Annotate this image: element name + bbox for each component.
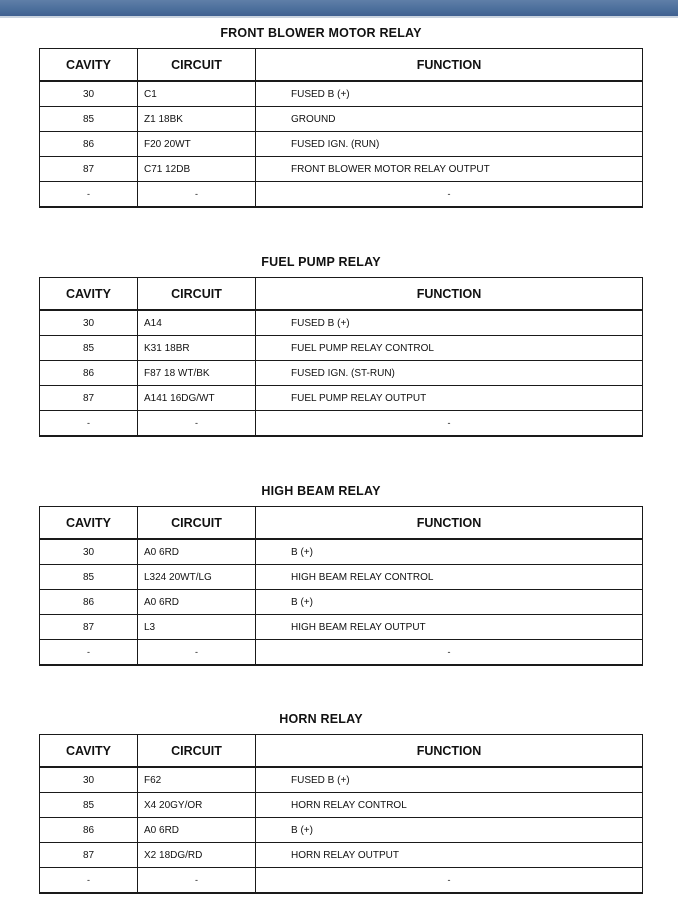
table-row [40, 539, 643, 565]
table-row [40, 565, 643, 590]
cavity-cell: 87 [40, 386, 138, 411]
function-cell: FUSED B (+) [256, 81, 643, 107]
cavity-cell: - [40, 640, 138, 666]
function-cell: - [256, 182, 643, 208]
cavity-cell: 86 [40, 361, 138, 386]
table-row-empty [40, 182, 643, 208]
function-cell: B (+) [256, 590, 643, 615]
cavity-cell: 85 [40, 107, 138, 132]
relay-table [39, 277, 643, 437]
cavity-cell: 30 [40, 310, 138, 336]
table-row [40, 157, 643, 182]
circuit-cell: C1 [138, 81, 256, 107]
function-cell: FUEL PUMP RELAY CONTROL [256, 336, 643, 361]
table-row-empty [40, 868, 643, 894]
header-row [40, 507, 643, 540]
circuit-cell: C71 12DB [138, 157, 256, 182]
cavity-header: CAVITY [40, 49, 138, 82]
function-cell: HORN RELAY OUTPUT [256, 843, 643, 868]
table-row [40, 767, 643, 793]
circuit-cell: A141 16DG/WT [138, 386, 256, 411]
table-row-empty [40, 640, 643, 666]
cavity-cell: 30 [40, 767, 138, 793]
circuit-cell: A0 6RD [138, 590, 256, 615]
relay-table [39, 506, 643, 666]
cavity-cell: 85 [40, 336, 138, 361]
table-row [40, 107, 643, 132]
cavity-cell: 86 [40, 818, 138, 843]
circuit-cell: F87 18 WT/BK [138, 361, 256, 386]
circuit-cell: K31 18BR [138, 336, 256, 361]
function-cell: B (+) [256, 818, 643, 843]
table-row [40, 793, 643, 818]
circuit-cell: A0 6RD [138, 818, 256, 843]
table-row [40, 818, 643, 843]
header-row [40, 49, 643, 82]
function-cell: B (+) [256, 539, 643, 565]
table-row [40, 590, 643, 615]
cavity-cell: 87 [40, 157, 138, 182]
circuit-cell: Z1 18BK [138, 107, 256, 132]
relay-table [39, 48, 643, 208]
table-row [40, 361, 643, 386]
cavity-cell: 85 [40, 565, 138, 590]
cavity-header: CAVITY [40, 278, 138, 311]
table-row [40, 843, 643, 868]
section-title: HIGH BEAM RELAY [261, 484, 381, 498]
cavity-cell: 30 [40, 539, 138, 565]
table-row [40, 336, 643, 361]
relay-table [39, 734, 643, 894]
function-header: FUNCTION [256, 278, 643, 311]
cavity-cell: - [40, 868, 138, 894]
function-header: FUNCTION [256, 735, 643, 768]
function-cell: HIGH BEAM RELAY CONTROL [256, 565, 643, 590]
circuit-cell: F62 [138, 767, 256, 793]
cavity-header: CAVITY [40, 735, 138, 768]
table-row [40, 386, 643, 411]
circuit-header: CIRCUIT [138, 507, 256, 540]
table-row [40, 615, 643, 640]
cavity-cell: 85 [40, 793, 138, 818]
function-cell: FUSED B (+) [256, 310, 643, 336]
circuit-cell: X2 18DG/RD [138, 843, 256, 868]
cavity-header: CAVITY [40, 507, 138, 540]
section-title: FUEL PUMP RELAY [261, 255, 381, 269]
header-row [40, 735, 643, 768]
circuit-cell: - [138, 640, 256, 666]
table-row [40, 132, 643, 157]
function-cell: FUSED IGN. (ST-RUN) [256, 361, 643, 386]
circuit-cell: - [138, 182, 256, 208]
table-row [40, 310, 643, 336]
cavity-cell: - [40, 411, 138, 437]
cavity-cell: 86 [40, 132, 138, 157]
top-banner-bar [0, 0, 678, 18]
section-title: FRONT BLOWER MOTOR RELAY [220, 26, 422, 40]
function-header: FUNCTION [256, 49, 643, 82]
function-cell: FUSED B (+) [256, 767, 643, 793]
function-cell: HORN RELAY CONTROL [256, 793, 643, 818]
circuit-cell: L324 20WT/LG [138, 565, 256, 590]
circuit-cell: A14 [138, 310, 256, 336]
cavity-cell: 30 [40, 81, 138, 107]
circuit-cell: F20 20WT [138, 132, 256, 157]
circuit-cell: - [138, 868, 256, 894]
function-cell: FUEL PUMP RELAY OUTPUT [256, 386, 643, 411]
function-cell: - [256, 868, 643, 894]
function-cell: GROUND [256, 107, 643, 132]
cavity-cell: 86 [40, 590, 138, 615]
function-cell: FUSED IGN. (RUN) [256, 132, 643, 157]
header-row [40, 278, 643, 311]
circuit-header: CIRCUIT [138, 735, 256, 768]
function-header: FUNCTION [256, 507, 643, 540]
cavity-cell: 87 [40, 843, 138, 868]
table-row [40, 81, 643, 107]
circuit-cell: - [138, 411, 256, 437]
circuit-header: CIRCUIT [138, 278, 256, 311]
cavity-cell: 87 [40, 615, 138, 640]
function-cell: - [256, 411, 643, 437]
section-title: HORN RELAY [279, 712, 363, 726]
circuit-header: CIRCUIT [138, 49, 256, 82]
function-cell: FRONT BLOWER MOTOR RELAY OUTPUT [256, 157, 643, 182]
function-cell: - [256, 640, 643, 666]
circuit-cell: A0 6RD [138, 539, 256, 565]
circuit-cell: L3 [138, 615, 256, 640]
table-row-empty [40, 411, 643, 437]
cavity-cell: - [40, 182, 138, 208]
function-cell: HIGH BEAM RELAY OUTPUT [256, 615, 643, 640]
circuit-cell: X4 20GY/OR [138, 793, 256, 818]
